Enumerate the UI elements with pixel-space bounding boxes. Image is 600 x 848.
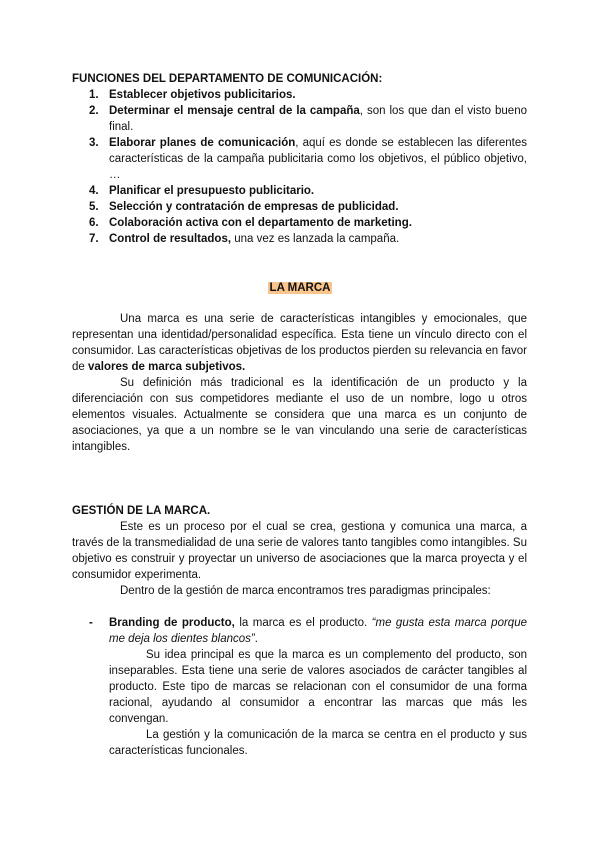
list-item-text: , son los que dan el visto bueno final.	[109, 105, 527, 133]
list-number: 1.	[89, 89, 99, 101]
list-item	[72, 183, 527, 199]
gestion-paragraph-1: Este es un proceso por el cual se crea, gestiona y comunica una marca, a través de la transmedialidad de una serie de valores tanto tangibles como intangibles. Su objetivo es construir y proyectar un universo de asociaciones que la marca proyecta y el consumidor experimenta.	[72, 521, 527, 581]
list-number: 4.	[89, 185, 99, 197]
list-item-bold: Colaboración activa con el departamento de marketing.	[109, 217, 412, 229]
list-item-bold: Determinar el mensaje central de la campaña	[109, 105, 360, 117]
branding-quote: “me gusta esta marca porque me deja los dientes blancos”	[109, 617, 527, 645]
dash-bullet: -	[89, 617, 93, 629]
list-item-bold: Planificar el presupuesto publicitario.	[109, 185, 315, 197]
branding-text: la marca es el producto.	[234, 617, 372, 629]
marca-section	[72, 311, 527, 455]
list-item	[72, 135, 527, 183]
list-item	[72, 231, 527, 247]
branding-end: .	[254, 633, 258, 645]
marca-paragraph-1-bold: valores de marca subjetivos.	[88, 361, 246, 373]
gestion-paragraph-2: Dentro de la gestión de marca encontramos tres paradigmas principales:	[120, 585, 491, 597]
list-number: 5.	[89, 201, 99, 213]
branding-intro	[109, 615, 527, 647]
branding-item	[72, 615, 527, 647]
branding-detail	[72, 647, 527, 759]
branding-paragraph-2: La gestión y la comunicación de la marca se centra en el producto y sus características funcionales.	[109, 729, 527, 757]
list-item-bold: Establecer objetivos publicitarios.	[109, 89, 296, 101]
list-number: 6.	[89, 217, 99, 229]
list-number: 7.	[89, 233, 99, 245]
spacer	[72, 599, 527, 615]
list-number: 3.	[89, 137, 99, 149]
list-number: 2.	[89, 105, 99, 117]
funciones-list	[72, 87, 527, 247]
marca-paragraph-2: Su definición más tradicional es la identificación de un producto y la diferenciación con sus competidores mediante el uso de un nombre, logo u otros elementos visuales. Actualmente se considera que una marca es un conjunto de asociaciones, ya que a un nombre se le van vinculando una serie de características intangibles.	[72, 377, 527, 453]
gestion-section	[72, 503, 527, 759]
branding-bold: Branding de producto,	[109, 617, 235, 629]
marca-title: LA MARCA	[269, 282, 331, 294]
marca-title-row	[0, 280, 600, 296]
branding-paragraph-1: Su idea principal es que la marca es un complemento del producto, son inseparables. Esta tiene una serie de valores asociados de carácter tangibles al producto. Este tipo de marcas se relacionan con el consumidor de una forma racional, ayudando al consumidor a encontrar las marcas que más les convengan.	[109, 649, 527, 725]
list-item	[72, 103, 527, 135]
funciones-section	[72, 71, 527, 247]
list-item-text: , aquí es donde se establecen las diferentes características de la campaña publicitaria como los objetivos, el público objetivo, …	[109, 137, 527, 181]
list-item-bold: Selección y contratación de empresas de publicidad.	[109, 201, 399, 213]
marca-paragraph-1	[72, 311, 527, 375]
marca-paragraph-1-text: Una marca es una serie de características intangibles y emocionales, que representan una identidad/personalidad específica. Esta tiene un vínculo directo con el consumidor. Las características objetivas de los productos pierden su relevancia en favor de	[72, 313, 527, 373]
list-item-text: una vez es lanzada la campaña.	[231, 233, 400, 245]
list-item-bold: Elaborar planes de comunicación	[109, 137, 296, 149]
list-item	[72, 215, 527, 231]
list-item-bold: Control de resultados,	[109, 233, 232, 245]
list-item	[72, 199, 527, 215]
funciones-heading: FUNCIONES DEL DEPARTAMENTO DE COMUNICACIÓN:	[72, 73, 383, 85]
list-item	[72, 87, 527, 103]
gestion-heading: GESTIÓN DE LA MARCA.	[72, 505, 211, 517]
